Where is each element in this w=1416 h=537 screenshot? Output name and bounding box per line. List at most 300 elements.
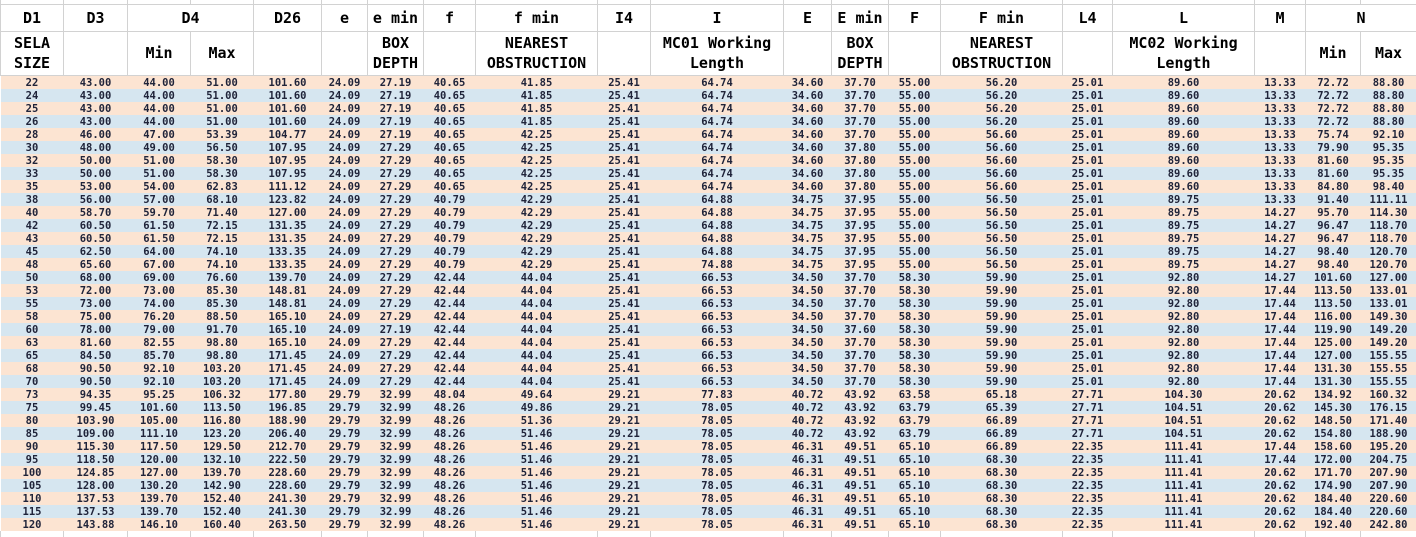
cell: 148.81: [254, 284, 322, 297]
cell: 64.74: [651, 141, 784, 154]
cell: 120: [1, 518, 64, 531]
cell: 103.90: [64, 414, 128, 427]
cell: 68.30: [941, 466, 1063, 479]
table-row: [1, 492, 1416, 505]
cell: 137.53: [64, 492, 128, 505]
cell: 58.30: [889, 349, 941, 362]
cell: 42.29: [476, 206, 598, 219]
cell: 53.39: [191, 128, 254, 141]
cell: 90.50: [64, 375, 128, 388]
cell: 44.00: [128, 89, 191, 102]
cell: 111.10: [128, 427, 191, 440]
cell: 95: [1, 453, 64, 466]
cell: 58.30: [889, 310, 941, 323]
cell: 25.01: [1063, 115, 1113, 128]
cell: 129.50: [191, 440, 254, 453]
cell: 25.01: [1063, 232, 1113, 245]
cell: 58.30: [889, 336, 941, 349]
cell: 139.70: [254, 271, 322, 284]
cell: 25.41: [598, 219, 651, 232]
subheader-e-upper-blank: [784, 32, 832, 76]
cell: 68: [1, 362, 64, 375]
cell: 32.99: [368, 466, 424, 479]
cell: 40.65: [424, 102, 476, 115]
cell: 49.64: [476, 388, 598, 401]
cell: 48.26: [424, 492, 476, 505]
subheader-d3-blank: [64, 32, 128, 76]
cell: 20.62: [1255, 401, 1306, 414]
col-header-e-upper: E: [784, 5, 832, 32]
cell: 64.88: [651, 219, 784, 232]
cell: 89.75: [1113, 193, 1255, 206]
cell: 56.60: [941, 141, 1063, 154]
cell: 176.15: [1361, 401, 1416, 414]
cell: 48.26: [424, 401, 476, 414]
cell: 111.41: [1113, 453, 1255, 466]
cell: 46.31: [784, 466, 832, 479]
cell: 25.41: [598, 89, 651, 102]
cell: 37.70: [832, 128, 889, 141]
cell: 17.44: [1255, 323, 1306, 336]
cell: 56.20: [941, 89, 1063, 102]
cell: 29.21: [598, 466, 651, 479]
cell: 131.35: [254, 232, 322, 245]
cell: 78.05: [651, 518, 784, 531]
cell: 149.20: [1361, 323, 1416, 336]
cell: 113.50: [1306, 284, 1361, 297]
cell: 24.09: [322, 193, 368, 206]
table-row: [1, 388, 1416, 401]
cell: 34.60: [784, 102, 832, 115]
cell: 66.53: [651, 362, 784, 375]
cell: 160.32: [1361, 388, 1416, 401]
cell: 56.60: [941, 167, 1063, 180]
cell: 62.83: [191, 180, 254, 193]
cell: 20.62: [1255, 427, 1306, 440]
cell: 25.01: [1063, 193, 1113, 206]
cell: 148.81: [254, 297, 322, 310]
col-header-e-lower-min: e min: [368, 5, 424, 32]
cell: 98.40: [1306, 245, 1361, 258]
cell: 20.62: [1255, 518, 1306, 531]
cell: 49.86: [476, 401, 598, 414]
cell: 46.31: [784, 505, 832, 518]
cell: 22.35: [1063, 479, 1113, 492]
cell: 27.29: [368, 284, 424, 297]
cell: 20.62: [1255, 388, 1306, 401]
cell: 55.00: [889, 180, 941, 193]
cell: 94.35: [64, 388, 128, 401]
cell: 42.29: [476, 219, 598, 232]
cell: 40.65: [424, 180, 476, 193]
cell: 103.20: [191, 362, 254, 375]
cell: 104.51: [1113, 427, 1255, 440]
cell: 27.19: [368, 102, 424, 115]
cell: 41.85: [476, 89, 598, 102]
table-row: [1, 141, 1416, 154]
col-header-m: M: [1255, 5, 1306, 32]
cell: 80: [1, 414, 64, 427]
cell: 56.20: [941, 76, 1063, 90]
table-row: [1, 297, 1416, 310]
cell: 90.50: [64, 362, 128, 375]
cell: 104.77: [254, 128, 322, 141]
col-header-f-lower: f: [424, 5, 476, 32]
cell: 27.19: [368, 323, 424, 336]
cell: 192.40: [1306, 518, 1361, 531]
cell: 25.01: [1063, 271, 1113, 284]
cell: 81.60: [1306, 154, 1361, 167]
cell: 66.53: [651, 310, 784, 323]
cell: 29.79: [322, 505, 368, 518]
cell: 14.27: [1255, 271, 1306, 284]
cell: 25.41: [598, 154, 651, 167]
col-header-l: L: [1113, 5, 1255, 32]
cell: 85.30: [191, 297, 254, 310]
grid-tick: [598, 531, 651, 537]
cell: 20.62: [1255, 492, 1306, 505]
cell: 40.65: [424, 128, 476, 141]
subheader-mc01-working-length: MC01 Working Length: [651, 32, 784, 76]
cell: 56.50: [941, 206, 1063, 219]
cell: 66.53: [651, 375, 784, 388]
cell: 34.50: [784, 284, 832, 297]
cell: 34.60: [784, 128, 832, 141]
cell: 59.90: [941, 362, 1063, 375]
cell: 25.01: [1063, 167, 1113, 180]
cell: 24.09: [322, 336, 368, 349]
cell: 32.99: [368, 505, 424, 518]
cell: 65.10: [889, 466, 941, 479]
cell: 48.26: [424, 466, 476, 479]
cell: 25: [1, 102, 64, 115]
cell: 25.41: [598, 362, 651, 375]
grid-tick: [889, 531, 941, 537]
grid-tick: [1306, 531, 1361, 537]
cell: 88.80: [1361, 115, 1416, 128]
cell: 24.09: [322, 141, 368, 154]
cell: 114.30: [1361, 206, 1416, 219]
cell: 58.30: [889, 271, 941, 284]
cell: 44.00: [128, 115, 191, 128]
cell: 65.60: [64, 258, 128, 271]
cell: 34.75: [784, 258, 832, 271]
table-row: [1, 427, 1416, 440]
cell: 78.05: [651, 505, 784, 518]
cell: 55.00: [889, 258, 941, 271]
cell: 22.35: [1063, 466, 1113, 479]
cell: 91.40: [1306, 193, 1361, 206]
cell: 14.27: [1255, 258, 1306, 271]
cell: 55.00: [889, 89, 941, 102]
cell: 25.01: [1063, 258, 1113, 271]
grid-tick: [784, 531, 832, 537]
cell: 42.44: [424, 323, 476, 336]
cell: 158.60: [1306, 440, 1361, 453]
cell: 46.31: [784, 479, 832, 492]
cell: 48: [1, 258, 64, 271]
cell: 66.53: [651, 323, 784, 336]
cell: 27.29: [368, 336, 424, 349]
cell: 48.26: [424, 440, 476, 453]
cell: 89.60: [1113, 102, 1255, 115]
cell: 42.29: [476, 245, 598, 258]
cell: 25.01: [1063, 206, 1113, 219]
cell: 68.30: [941, 505, 1063, 518]
grid-tick: [1063, 531, 1113, 537]
cell: 17.44: [1255, 336, 1306, 349]
cell: 13.33: [1255, 128, 1306, 141]
cell: 27.29: [368, 206, 424, 219]
col-header-i: I: [651, 5, 784, 32]
cell: 48.26: [424, 414, 476, 427]
subheader-n-min: Min: [1306, 32, 1361, 76]
cell: 56.60: [941, 154, 1063, 167]
table-body: [1, 76, 1416, 532]
cell: 64.74: [651, 115, 784, 128]
table-row: [1, 336, 1416, 349]
cell: 58.70: [64, 206, 128, 219]
cell: 40.72: [784, 388, 832, 401]
cell: 32.99: [368, 492, 424, 505]
cell: 25.41: [598, 76, 651, 90]
cell: 37.80: [832, 154, 889, 167]
cell: 98.80: [191, 349, 254, 362]
cell: 17.44: [1255, 349, 1306, 362]
cell: 32.99: [368, 427, 424, 440]
cell: 188.90: [254, 414, 322, 427]
cell: 107.95: [254, 141, 322, 154]
cell: 101.60: [254, 102, 322, 115]
cell: 68.30: [941, 453, 1063, 466]
cell: 92.80: [1113, 375, 1255, 388]
cell: 89.75: [1113, 206, 1255, 219]
cell: 34.60: [784, 154, 832, 167]
cell: 62.50: [64, 245, 128, 258]
cell: 25.41: [598, 349, 651, 362]
cell: 96.47: [1306, 219, 1361, 232]
table-row: [1, 479, 1416, 492]
cell: 51.46: [476, 479, 598, 492]
cell: 46.31: [784, 518, 832, 531]
cell: 20.62: [1255, 505, 1306, 518]
cell: 228.60: [254, 479, 322, 492]
cell: 25.41: [598, 193, 651, 206]
cell: 34.50: [784, 375, 832, 388]
cell: 34.50: [784, 310, 832, 323]
cell: 207.90: [1361, 466, 1416, 479]
cell: 59.90: [941, 284, 1063, 297]
cell: 75: [1, 401, 64, 414]
cell: 155.55: [1361, 349, 1416, 362]
cell: 111.12: [254, 180, 322, 193]
cell: 34.60: [784, 167, 832, 180]
cell: 25.41: [598, 102, 651, 115]
cell: 63.79: [889, 414, 941, 427]
cell: 184.40: [1306, 492, 1361, 505]
cell: 24.09: [322, 76, 368, 90]
table-row: [1, 518, 1416, 531]
cell: 104.30: [1113, 388, 1255, 401]
cell: 29.79: [322, 388, 368, 401]
cell: 25.41: [598, 115, 651, 128]
cell: 24.09: [322, 89, 368, 102]
table-row: [1, 167, 1416, 180]
cell: 222.50: [254, 453, 322, 466]
grid-tick: [424, 531, 476, 537]
grid-tick: [191, 531, 254, 537]
cell: 89.75: [1113, 245, 1255, 258]
cell: 24.09: [322, 310, 368, 323]
cell: 46.31: [784, 440, 832, 453]
cell: 29.79: [322, 440, 368, 453]
subheader-nearest-obstruction-1: NEAREST OBSTRUCTION: [476, 32, 598, 76]
cell: 113.50: [191, 401, 254, 414]
cell: 41.85: [476, 115, 598, 128]
cell: 37.60: [832, 323, 889, 336]
cell: 51.00: [191, 115, 254, 128]
cell: 49.51: [832, 518, 889, 531]
cell: 84.50: [64, 349, 128, 362]
cell: 25.01: [1063, 76, 1113, 90]
cell: 89.60: [1113, 154, 1255, 167]
cell: 137.53: [64, 505, 128, 518]
cell: 72.15: [191, 232, 254, 245]
cell: 107.95: [254, 167, 322, 180]
cell: 111.41: [1113, 440, 1255, 453]
cell: 34.50: [784, 323, 832, 336]
header-row-1: [1, 5, 1416, 32]
cell: 155.55: [1361, 375, 1416, 388]
cell: 64.74: [651, 180, 784, 193]
cell: 60: [1, 323, 64, 336]
cell: 51.46: [476, 453, 598, 466]
cell: 59.90: [941, 349, 1063, 362]
cell: 46.31: [784, 453, 832, 466]
cell: 64.74: [651, 89, 784, 102]
cell: 40.65: [424, 89, 476, 102]
grid-tick: [941, 531, 1063, 537]
col-header-i4: I4: [598, 5, 651, 32]
cell: 56.00: [64, 193, 128, 206]
cell: 68.30: [941, 518, 1063, 531]
cell: 25.41: [598, 284, 651, 297]
cell: 120.00: [128, 453, 191, 466]
cell: 27.29: [368, 167, 424, 180]
cell: 32.99: [368, 479, 424, 492]
cell: 34.60: [784, 180, 832, 193]
cell: 115.30: [64, 440, 128, 453]
cell: 56.50: [941, 219, 1063, 232]
cell: 60.50: [64, 232, 128, 245]
cell: 25.41: [598, 245, 651, 258]
cell: 51.00: [128, 167, 191, 180]
cell: 44.04: [476, 271, 598, 284]
cell: 59.90: [941, 310, 1063, 323]
cell: 59.90: [941, 336, 1063, 349]
cell: 49.51: [832, 492, 889, 505]
cell: 55.00: [889, 167, 941, 180]
table-row: [1, 76, 1416, 90]
cell: 68.00: [64, 271, 128, 284]
table-row: [1, 232, 1416, 245]
cell: 17.44: [1255, 453, 1306, 466]
cell: 37.70: [832, 89, 889, 102]
subheader-box-depth-1: BOX DEPTH: [368, 32, 424, 76]
cell: 24.09: [322, 128, 368, 141]
cell: 73.00: [64, 297, 128, 310]
col-header-e-upper-min: E min: [832, 5, 889, 32]
cell: 68.30: [941, 479, 1063, 492]
cell: 40.79: [424, 232, 476, 245]
cell: 25.01: [1063, 219, 1113, 232]
cell: 50.00: [64, 167, 128, 180]
subheader-d26-blank: [254, 32, 322, 76]
cell: 37.70: [832, 310, 889, 323]
cell: 25.01: [1063, 141, 1113, 154]
cell: 42: [1, 219, 64, 232]
cell: 25.41: [598, 141, 651, 154]
col-header-d1: D1: [1, 5, 64, 32]
cell: 29.79: [322, 479, 368, 492]
table-row: [1, 362, 1416, 375]
table-row: [1, 193, 1416, 206]
cell: 101.60: [128, 401, 191, 414]
cell: 120.70: [1361, 245, 1416, 258]
cell: 123.20: [191, 427, 254, 440]
cell: 92.80: [1113, 349, 1255, 362]
cell: 51.46: [476, 492, 598, 505]
subheader-e-lower-blank: [322, 32, 368, 76]
cell: 58.30: [889, 375, 941, 388]
cell: 72.72: [1306, 102, 1361, 115]
cell: 78.00: [64, 323, 128, 336]
cell: 24.09: [322, 219, 368, 232]
cell: 228.60: [254, 466, 322, 479]
cell: 56.50: [941, 232, 1063, 245]
cell: 40.65: [424, 154, 476, 167]
cell: 64.88: [651, 232, 784, 245]
cell: 58: [1, 310, 64, 323]
cell: 24.09: [322, 258, 368, 271]
cell: 113.50: [1306, 297, 1361, 310]
cell: 155.55: [1361, 362, 1416, 375]
cell: 34.75: [784, 193, 832, 206]
cell: 25.41: [598, 375, 651, 388]
cell: 127.00: [1306, 349, 1361, 362]
cell: 55.00: [889, 206, 941, 219]
cell: 13.33: [1255, 167, 1306, 180]
cell: 64.88: [651, 206, 784, 219]
cell: 65.39: [941, 401, 1063, 414]
cell: 89.60: [1113, 115, 1255, 128]
cell: 25.01: [1063, 102, 1113, 115]
cell: 51.46: [476, 427, 598, 440]
cell: 128.00: [64, 479, 128, 492]
cell: 196.85: [254, 401, 322, 414]
cell: 34.50: [784, 362, 832, 375]
cell: 43.00: [64, 102, 128, 115]
cell: 40.65: [424, 115, 476, 128]
cell: 133.01: [1361, 284, 1416, 297]
cell: 152.40: [191, 505, 254, 518]
cell: 37.80: [832, 167, 889, 180]
grid-tick: [368, 531, 424, 537]
cell: 177.80: [254, 388, 322, 401]
cell: 42.25: [476, 154, 598, 167]
cell: 95.25: [128, 388, 191, 401]
cell: 78.05: [651, 427, 784, 440]
